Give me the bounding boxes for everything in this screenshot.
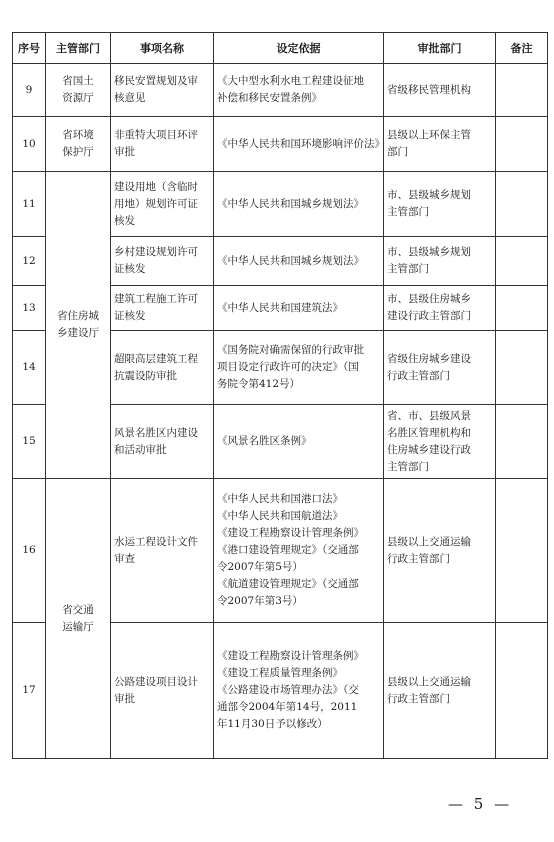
row-remarks bbox=[496, 623, 548, 759]
row-number: 9 bbox=[13, 64, 46, 117]
row-item-name: 风景名胜区内建设 和活动审批 bbox=[111, 405, 214, 479]
row-department: 省国土 资源厅 bbox=[46, 64, 111, 117]
row-number: 11 bbox=[13, 172, 46, 237]
row-department: 省环境 保护厅 bbox=[46, 117, 111, 172]
row-basis: 《中华人民共和国环境影响评价法》 bbox=[214, 117, 384, 172]
row-remarks bbox=[496, 117, 548, 172]
table-row bbox=[13, 117, 548, 172]
row-item-name: 移民安置规划及审 核意见 bbox=[111, 64, 214, 117]
row-number: 10 bbox=[13, 117, 46, 172]
page-number: — 5 — bbox=[448, 795, 513, 813]
row-remarks bbox=[496, 479, 548, 623]
header-basis: 设定依据 bbox=[214, 33, 384, 64]
row-item-name: 乡村建设规划许可 证核发 bbox=[111, 237, 214, 286]
approval-items-table bbox=[12, 32, 548, 759]
row-approver: 市、县级城乡规划 主管部门 bbox=[384, 237, 496, 286]
row-number: 14 bbox=[13, 331, 46, 405]
table-row bbox=[13, 64, 548, 117]
header-remarks: 备注 bbox=[496, 33, 548, 64]
row-number: 16 bbox=[13, 479, 46, 623]
row-approver: 县级以上交通运输 行政主管部门 bbox=[384, 479, 496, 623]
row-remarks bbox=[496, 64, 548, 117]
row-basis: 《中华人民共和国港口法》 《中华人民共和国航道法》 《建设工程勘察设计管理条例》 《港口建设管理规定》（交通部 令2007年第5号） 《航道建设管理规定》（交通部 令2007年第3号） bbox=[214, 479, 384, 623]
row-approver: 省级移民管理机构 bbox=[384, 64, 496, 117]
row-number: 17 bbox=[13, 623, 46, 759]
row-remarks bbox=[496, 405, 548, 479]
row-approver: 省、市、县级风景 名胜区管理机构和 住房城乡建设行政 主管部门 bbox=[384, 405, 496, 479]
row-item-name: 非重特大项目环评 审批 bbox=[111, 117, 214, 172]
header-approver: 审批部门 bbox=[384, 33, 496, 64]
header-item-name: 事项名称 bbox=[111, 33, 214, 64]
row-item-name: 建筑工程施工许可 证核发 bbox=[111, 286, 214, 331]
row-item-name: 水运工程设计文件 审查 bbox=[111, 479, 214, 623]
table-row bbox=[13, 172, 548, 237]
merged-department-housing: 省住房城 乡建设厅 bbox=[46, 172, 111, 479]
row-number: 12 bbox=[13, 237, 46, 286]
row-number: 15 bbox=[13, 405, 46, 479]
row-basis: 《中华人民共和国城乡规划法》 bbox=[214, 172, 384, 237]
row-basis: 《中华人民共和国建筑法》 bbox=[214, 286, 384, 331]
row-approver: 省级住房城乡建设 行政主管部门 bbox=[384, 331, 496, 405]
row-basis: 《大中型水利水电工程建设征地 补偿和移民安置条例》 bbox=[214, 64, 384, 117]
row-remarks bbox=[496, 331, 548, 405]
header-number: 序号 bbox=[13, 33, 46, 64]
row-basis: 《国务院对确需保留的行政审批 项目设定行政许可的决定》（国 务院令第412号） bbox=[214, 331, 384, 405]
row-basis: 《建设工程勘察设计管理条例》 《建设工程质量管理条例》 《公路建设市场管理办法》（交 通部令2004年第14号，2011 年11月30日予以修改） bbox=[214, 623, 384, 759]
row-item-name: 超限高层建筑工程 抗震设防审批 bbox=[111, 331, 214, 405]
row-remarks bbox=[496, 286, 548, 331]
row-approver: 县级以上交通运输 行政主管部门 bbox=[384, 623, 496, 759]
row-basis: 《中华人民共和国城乡规划法》 bbox=[214, 237, 384, 286]
merged-department-transport: 省交通 运输厅 bbox=[46, 479, 111, 759]
table-row bbox=[13, 479, 548, 623]
row-number: 13 bbox=[13, 286, 46, 331]
header-row bbox=[13, 33, 548, 64]
row-item-name: 公路建设项目设计 审批 bbox=[111, 623, 214, 759]
row-approver: 县级以上环保主管 部门 bbox=[384, 117, 496, 172]
row-item-name: 建设用地（含临时 用地）规划许可证 核发 bbox=[111, 172, 214, 237]
header-department: 主管部门 bbox=[46, 33, 111, 64]
row-remarks bbox=[496, 172, 548, 237]
row-basis: 《风景名胜区条例》 bbox=[214, 405, 384, 479]
row-remarks bbox=[496, 237, 548, 286]
row-approver: 市、县级城乡规划 主管部门 bbox=[384, 172, 496, 237]
row-approver: 市、县级住房城乡 建设行政主管部门 bbox=[384, 286, 496, 331]
